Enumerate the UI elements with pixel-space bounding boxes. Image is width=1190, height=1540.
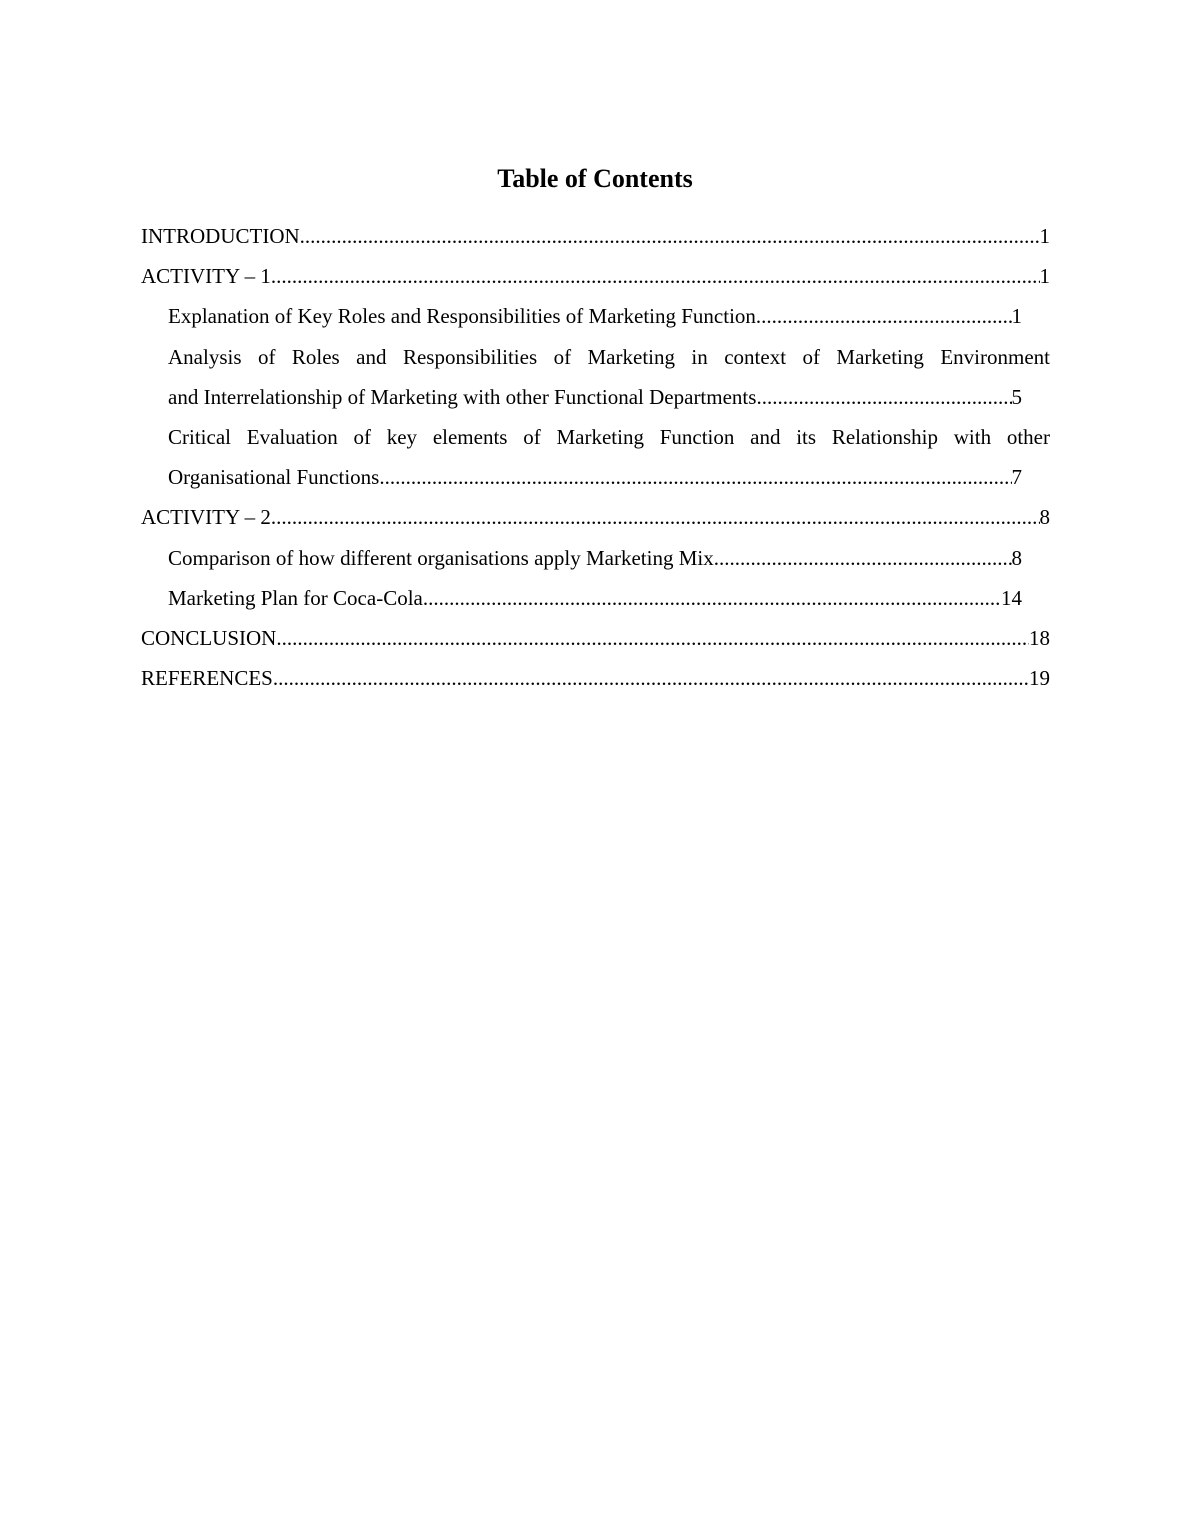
toc-entry-page-number: 19 bbox=[1029, 666, 1050, 691]
toc-entry-page-number: 18 bbox=[1029, 626, 1050, 651]
toc-entry-label-line1: Critical Evaluation of key elements of Marketing Function and its Relationship with other bbox=[168, 425, 1050, 450]
toc-entry-label: Organisational Functions bbox=[168, 465, 380, 490]
toc-entry-label: ACTIVITY – 1 bbox=[141, 264, 271, 289]
dot-leader bbox=[276, 618, 1029, 658]
toc-entry-activity-2[interactable] bbox=[141, 497, 1050, 537]
toc-entry-page-number: 8 bbox=[1011, 545, 1022, 570]
dot-leader bbox=[714, 538, 1012, 578]
toc-entry-label-line1: Analysis of Roles and Responsibilities of Marketing in context of Marketing Environment bbox=[168, 344, 1050, 369]
table-of-contents bbox=[141, 216, 1050, 698]
toc-entry-analysis-roles[interactable] bbox=[168, 337, 1050, 417]
toc-entry-page-number: 7 bbox=[1011, 465, 1022, 490]
toc-entry-label: and Interrelationship of Marketing with other Functional Departments bbox=[168, 384, 757, 409]
toc-entry-label: CONCLUSION bbox=[141, 626, 277, 651]
toc-entry-introduction[interactable] bbox=[141, 216, 1050, 256]
page-title: Table of Contents bbox=[497, 164, 693, 193]
toc-entry-label: INTRODUCTION bbox=[141, 224, 300, 248]
toc-entry-conclusion[interactable] bbox=[141, 618, 1050, 658]
dot-leader bbox=[300, 216, 1040, 256]
toc-entry-label: Marketing Plan for Coca-Cola bbox=[168, 585, 423, 610]
toc-entry-critical-evaluation[interactable] bbox=[168, 417, 1050, 497]
toc-entry-marketing-mix[interactable] bbox=[168, 538, 1022, 578]
dot-leader bbox=[379, 457, 1011, 497]
dot-leader bbox=[271, 256, 1040, 296]
dot-leader bbox=[271, 497, 1040, 537]
toc-entry-page-number: 14 bbox=[1001, 585, 1022, 610]
toc-entry-label: ACTIVITY – 2 bbox=[141, 505, 271, 530]
toc-entry-page-number: 1 bbox=[1039, 224, 1050, 248]
dot-leader bbox=[756, 377, 1011, 417]
toc-entry-page-number: 5 bbox=[1011, 384, 1022, 409]
dot-leader bbox=[756, 296, 1012, 336]
toc-entry-page-number: 1 bbox=[1039, 264, 1050, 289]
toc-entry-activity-1[interactable] bbox=[141, 256, 1050, 296]
dot-leader bbox=[273, 658, 1029, 698]
toc-entry-page-number: 1 bbox=[1011, 304, 1022, 329]
toc-entry-label: Explanation of Key Roles and Responsibilities of Marketing Function bbox=[168, 304, 756, 329]
toc-entry-marketing-plan[interactable] bbox=[168, 578, 1022, 618]
toc-entry-label: REFERENCES bbox=[141, 666, 273, 691]
toc-entry-references[interactable] bbox=[141, 658, 1050, 698]
toc-entry-label: Comparison of how different organisations apply Marketing Mix bbox=[168, 545, 714, 570]
toc-entry-key-roles[interactable] bbox=[168, 296, 1022, 336]
toc-entry-page-number: 8 bbox=[1039, 505, 1050, 530]
dot-leader bbox=[423, 578, 1001, 618]
